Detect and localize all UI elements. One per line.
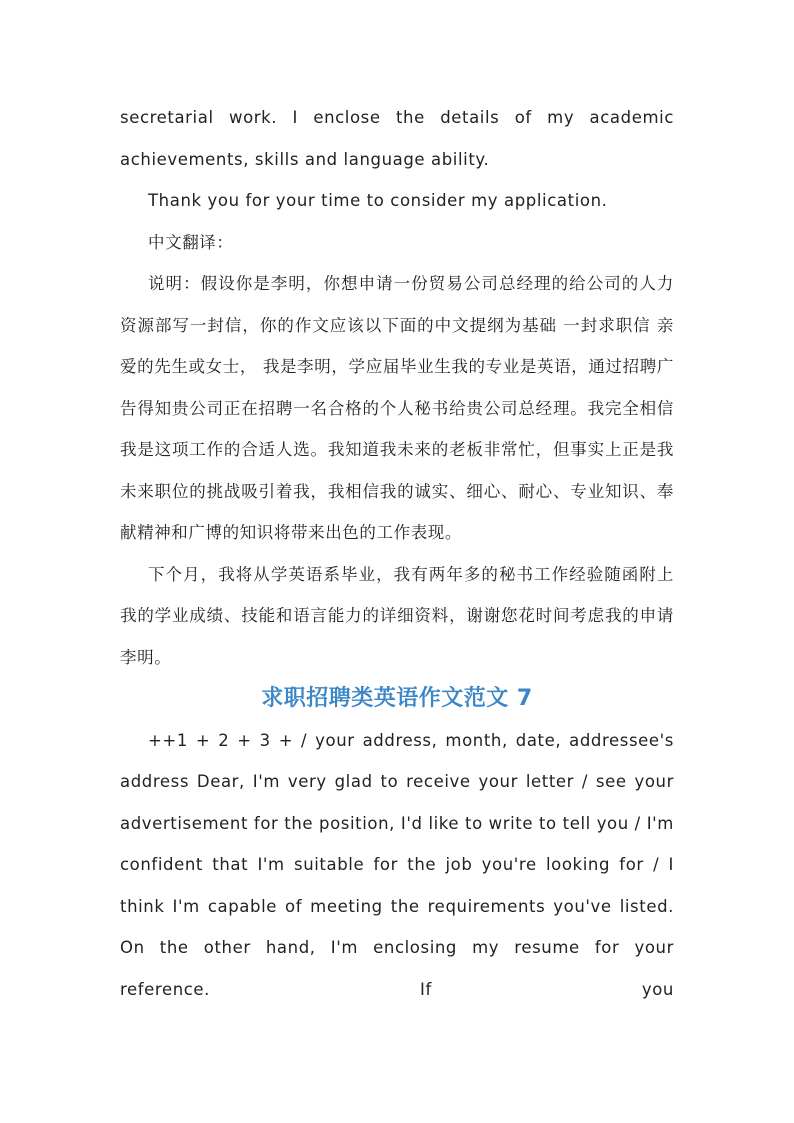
paragraph-chinese-graduation: 下个月，我将从学英语系毕业，我有两年多的秘书工作经验随函附上我的学业成绩、技能和语言能力的详细资料，谢谢您花时间考虑我的申请 李明。: [120, 564, 674, 667]
paragraph-english-template: ++1 + 2 + 3 + / your address, month, date, addressee's address Dear, I'm very glad to receive your letter / see your advertisement for the position, I'd like to write to tell you / I'm confident that I'm suitable for the job you're looking for / I think I'm capable of meeting the requirements you've listed. On the other hand, I'm enclosing my resume for your reference. If you: [120, 730, 674, 999]
document-body: [120, 97, 674, 1010]
paragraph-chinese-explanation: 说明：假设你是李明，你想申请一份贸易公司总经理的给公司的人力资源部写一封信，你的作文应该以下面的中文提纲为基础 一封求职信 亲爱的先生或女士， 我是李明，学应届毕业生我的专业是英语，通过招聘广告得知贵公司正在招聘一名合格的个人秘书给贵公司总经理。我完全相信我是这项工作的合适人选。我知道我未来的老板非常忙，但事实上正是我未来职位的挑战吸引着我，我相信我的诚实、细心、耐心、专业知识、奉献精神和广博的知识将带来出色的工作表现。: [120, 274, 674, 542]
section-heading: 求职招聘类英语作文范文 7: [261, 686, 533, 711]
paragraph-secretarial-work: secretarial work. I enclose the details of my academic achievements, skills and language ability.: [120, 108, 674, 169]
paragraph-thank-you: Thank you for your time to consider my application.: [148, 191, 608, 210]
paragraph-chinese-translation-label: 中文翻译：: [148, 232, 234, 252]
